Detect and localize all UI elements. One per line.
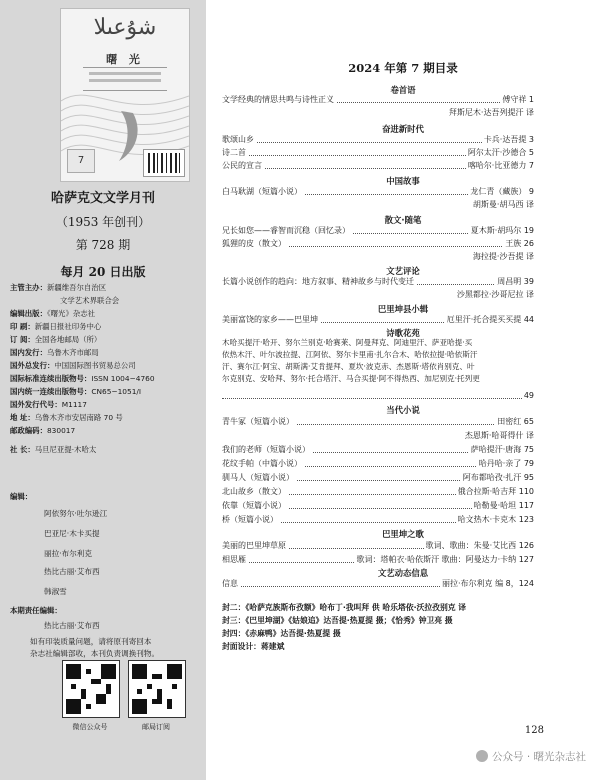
sidebar bbox=[0, 0, 206, 780]
toc-entry[interactable]: 美丽的巴里坤草原 歌词、歌曲：朱曼·艾比西 126 bbox=[222, 541, 534, 550]
cover-credit: 封三：《巴里坤湖》《姑娘追》达吾提·热夏提 摄；《恰秀》钟卫亮 摄 bbox=[222, 616, 453, 625]
editor-publisher-info: 编辑出版：《曙光》杂志社 bbox=[10, 309, 96, 318]
toc-entry[interactable]: 歌颂山乡 卡兵·达吾提 3 bbox=[222, 135, 534, 144]
page-number: 128 bbox=[524, 725, 544, 736]
toc-entry[interactable]: 依靠（短篇小说） 哈勒曼·哈坦 117 bbox=[222, 501, 534, 510]
poetry-page-number[interactable]: 49 bbox=[222, 390, 534, 402]
toc-entry[interactable]: 驯马人（短篇小说） 阿布都哈孜·扎汗 95 bbox=[222, 473, 534, 482]
duty-editor-name: 热比古丽·艾布西 bbox=[44, 621, 100, 630]
editor-name: 巴亚尼·木卡买提 bbox=[44, 529, 100, 538]
journal-name: 哈萨克文文学月刊 bbox=[50, 191, 155, 206]
cover-image bbox=[60, 8, 190, 182]
toc-entry[interactable]: 文学经典的情思共鸣与诗性正义 傅守祥 1 bbox=[222, 95, 534, 104]
poetry-authors-line: 尔克别克、安哈拜、努尔·托合塔汗、马合买提·阿不得热西、加尼别克·托列更 bbox=[222, 374, 480, 383]
editors-label: 编辑： bbox=[10, 492, 33, 501]
toc-entry[interactable]: 我们的老师（短篇小说） 萨哈提汗·唐海 75 bbox=[222, 445, 534, 454]
toc-entry[interactable]: 青牛冢（短篇小说） 田密红 65 bbox=[222, 417, 534, 426]
toc-entry[interactable]: 北山故乡（散文） 俄合拉斯·哈吉拜 110 bbox=[222, 487, 534, 496]
editor-name: 韩淑雪 bbox=[44, 587, 67, 596]
wechat-qr-label: 微信公众号 bbox=[72, 723, 108, 731]
duty-editor-label: 本期责任编辑： bbox=[10, 606, 62, 615]
toc-entry[interactable]: 公民的宣言 喀哈尔·比亚德力 7 bbox=[222, 161, 534, 170]
watermark-text: 公众号 · 曙光杂志社 bbox=[491, 751, 586, 763]
editor-name: 热比古丽·艾布西 bbox=[44, 567, 100, 576]
toc-section-title: 巴里坤之歌 bbox=[382, 529, 424, 539]
toc-entry-translator: 胡斯曼·胡马西 译 bbox=[472, 200, 534, 209]
cover-script-title: شۇعىلا bbox=[93, 15, 157, 40]
issn-info: 国际标准连续出版物号：ISSN 1004−4760 bbox=[10, 374, 155, 383]
overseas-distribution: 国外总发行：中国国际图书贸易总公司 bbox=[10, 361, 136, 370]
toc-entry[interactable]: 桥（短篇小说） 哈文热木·卡克木 123 bbox=[222, 515, 534, 524]
toc-section-title: 奋进新时代 bbox=[382, 124, 424, 134]
toc-entry[interactable]: 美丽富饶的家乡——巴里坤 厄里汗·托合提买买提 44 bbox=[222, 315, 534, 324]
toc-entry[interactable]: 相思雁 歌词：塔帕衣·哈依斯汗 歌曲：阿曼达力·卡纳 127 bbox=[222, 555, 534, 564]
toc-section-title: 卷首语 bbox=[390, 85, 416, 95]
table-of-contents bbox=[206, 0, 600, 780]
post-subscription-qr-label: 邮局订阅 bbox=[142, 723, 170, 731]
cover-credit: 封面设计：蒋建斌 bbox=[222, 642, 285, 651]
toc-section-title: 中国故事 bbox=[386, 176, 420, 186]
toc-section-title: 当代小说 bbox=[386, 405, 420, 415]
toc-entry[interactable]: 长篇小说创作的趋向：地方叙事、精神故乡与时代变迁 周昌明 39 bbox=[222, 277, 534, 286]
president-info: 社 长：马旦尼亚提·木哈太 bbox=[10, 445, 97, 454]
toc-entry[interactable]: 信息 丽拉·布尔利克 编 8，124 bbox=[222, 579, 534, 588]
subscription-info: 订 阅：全国各地邮局（所） bbox=[10, 335, 102, 344]
toc-entry[interactable]: 诗二首 阿尔太汗·沙德合 5 bbox=[222, 148, 534, 157]
sponsor-info-line2: 文学艺术界联合会 bbox=[60, 296, 120, 305]
toc-entry[interactable]: 兄长如您——睿智而沉稳（回忆录） 夏木斯·胡玛尔 19 bbox=[222, 226, 534, 235]
cover-issue-mark: 7 bbox=[67, 149, 95, 173]
printer-info: 印 刷：新疆日报社印务中心 bbox=[10, 322, 102, 331]
toc-entry-translator: 沙黑都拉·沙哥尼拉 译 bbox=[456, 290, 534, 299]
toc-entry[interactable]: 白马耿湖（短篇小说） 龙仁青（藏族） 9 bbox=[222, 187, 534, 196]
cover-credit: 封四：《赤麻鸭》达吾提·热夏提 摄 bbox=[222, 629, 341, 638]
cover-title: 曙 光 bbox=[106, 53, 144, 66]
wechat-watermark bbox=[476, 749, 586, 764]
founded-year: （1953 年创刊） bbox=[55, 215, 151, 229]
toc-entry-translator: 拜斯尼木·达吾列提汗 译 bbox=[448, 108, 534, 117]
publication-date: 每月 20 日出版 bbox=[60, 265, 146, 279]
post-subscription-qr-code[interactable] bbox=[128, 660, 186, 718]
poetry-authors-line: 汗、赛尔江·阿宝、胡斯满·艾肯提拜、夏坎·波克赤、杰恩斯·塔依肖别克、叶 bbox=[222, 362, 475, 371]
poetry-authors-line: 依热木汗、叶尔波拉提、江阿依、努尔卡里甫·扎尔合木、哈依拉提·哈依斯汗 bbox=[222, 350, 478, 359]
wechat-icon bbox=[476, 750, 488, 762]
quality-note-line2: 杂志社编辑部收，本刊负责调换刊物。 bbox=[30, 649, 160, 658]
wechat-qr-code[interactable] bbox=[62, 660, 120, 718]
address-info: 地 址：乌鲁木齐市安居南路 70 号 bbox=[10, 413, 123, 422]
toc-entry[interactable]: 狐狸的皮（散文） 王族 26 bbox=[222, 239, 534, 248]
toc-section-title: 诗歌花苑 bbox=[386, 328, 420, 338]
domestic-distribution: 国内发行：乌鲁木齐市邮局 bbox=[10, 348, 99, 357]
cn-info: 国内统一连续出版物号：CN65−1051/I bbox=[10, 387, 142, 396]
cover-barcode bbox=[143, 149, 185, 177]
toc-entry-translator: 海拉提·沙吾提 译 bbox=[472, 252, 534, 261]
toc-section-title: 文艺评论 bbox=[386, 266, 420, 276]
cover-credit: 封二：《哈萨克族斯布孜额》哈布丁·我叫拜 供 哈乐塔依·沃拉孜别克 译 bbox=[222, 603, 467, 612]
issue-number: 第 728 期 bbox=[75, 238, 131, 252]
toc-section-title: 巴里坤县小辑 bbox=[377, 304, 429, 314]
toc-heading: 2024 年第 7 期目录 bbox=[348, 61, 458, 75]
zip-info: 邮政编码：830017 bbox=[10, 426, 76, 435]
editor-name: 丽拉·布尔利克 bbox=[44, 549, 92, 558]
quality-note-line1: 如有印装质量问题，请将原刊寄回本 bbox=[30, 637, 152, 646]
toc-section-title: 散文·随笔 bbox=[384, 215, 422, 225]
toc-entry-translator: 杰恩斯·哈哥得什 译 bbox=[464, 431, 534, 440]
overseas-code-info: 国外发行代号：M1117 bbox=[10, 400, 87, 409]
sponsor-info: 主管主办：新疆维吾尔自治区 bbox=[10, 283, 107, 292]
toc-section-title: 文艺动态信息 bbox=[377, 568, 429, 578]
toc-entry[interactable]: 花纹手帕（中篇小说） 哈丹哈·亲了 79 bbox=[222, 459, 534, 468]
editor-name: 阿依努尔·吐尔逊江 bbox=[44, 509, 108, 518]
poetry-authors-line: 木哈买提汗·哈开、努尔兰别克·哈赛莱、阿曼拜克、阿迪里汗、萨亚哈提·买 bbox=[222, 338, 473, 347]
